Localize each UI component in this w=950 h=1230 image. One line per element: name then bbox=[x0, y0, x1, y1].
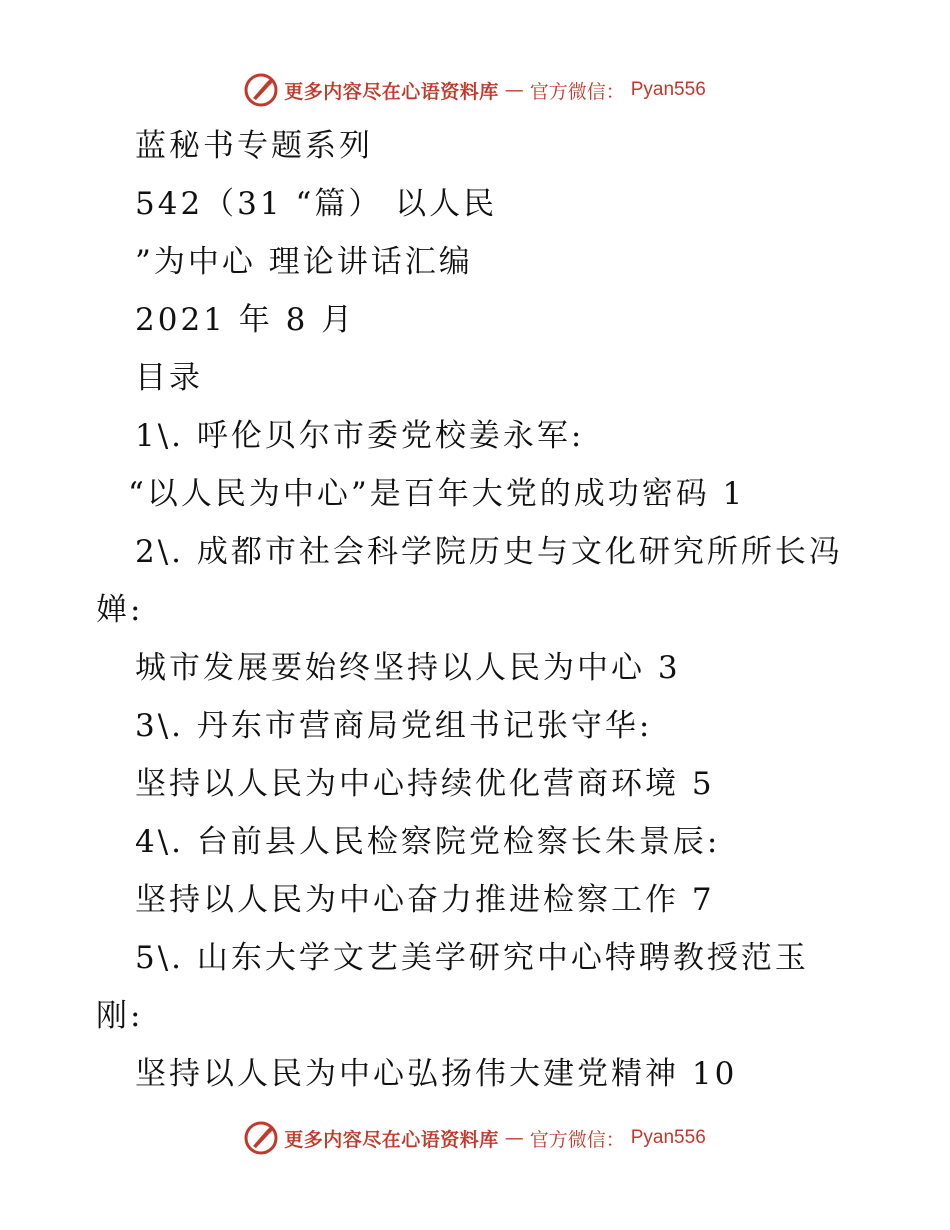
banner-wechat-id: Pyan556 bbox=[630, 1127, 706, 1148]
title-line-2: ”为中心 理论讲话汇编 bbox=[135, 244, 473, 280]
title-line-1: 542（31 “篇） 以人民 bbox=[135, 186, 498, 222]
banner-separator: — bbox=[504, 1127, 524, 1149]
toc-item-heading: 1\. 呼伦贝尔市委党校姜永军: bbox=[135, 418, 585, 454]
banner-separator: — bbox=[504, 79, 524, 101]
toc-item-heading: 2\. 成都市社会科学院历史与文化研究所所长冯 bbox=[135, 534, 843, 570]
toc-heading: 目录 bbox=[135, 360, 203, 396]
header-banner bbox=[0, 70, 950, 110]
banner-text: 更多内容尽在心语资料库 bbox=[284, 1128, 499, 1151]
pen-logo-icon bbox=[244, 73, 278, 107]
pen-logo-icon bbox=[244, 1121, 278, 1155]
toc-item-heading: 5\. 山东大学文艺美学研究中心特聘教授范玉 bbox=[135, 940, 809, 976]
toc-item-title: “以人民为中心”是百年大党的成功密码 1 bbox=[128, 476, 746, 512]
footer-banner bbox=[0, 1118, 950, 1158]
toc-item-title: 城市发展要始终坚持以人民为中心 3 bbox=[135, 650, 681, 686]
toc-item-heading-cont: 婵: bbox=[96, 592, 144, 628]
banner-wechat-id: Pyan556 bbox=[630, 79, 706, 100]
toc-item-heading: 4\. 台前县人民检察院党检察长朱景辰: bbox=[135, 824, 721, 860]
toc-item-title: 坚持以人民为中心奋力推进检察工作 7 bbox=[135, 882, 715, 918]
banner-wechat-label: 官方微信： bbox=[529, 80, 625, 103]
toc-item-heading-cont: 刚: bbox=[96, 998, 144, 1034]
toc-item-title: 坚持以人民为中心弘扬伟大建党精神 10 bbox=[135, 1056, 738, 1092]
banner-text: 更多内容尽在心语资料库 bbox=[284, 80, 499, 103]
banner-wechat-label: 官方微信： bbox=[529, 1128, 625, 1151]
series-title: 蓝秘书专题系列 bbox=[135, 128, 373, 164]
toc-item-title: 坚持以人民为中心持续优化营商环境 5 bbox=[135, 766, 715, 802]
document-date: 2021 年 8 月 bbox=[135, 302, 356, 338]
toc-item-heading: 3\. 丹东市营商局党组书记张守华: bbox=[135, 708, 653, 744]
document-body bbox=[0, 117, 950, 1103]
